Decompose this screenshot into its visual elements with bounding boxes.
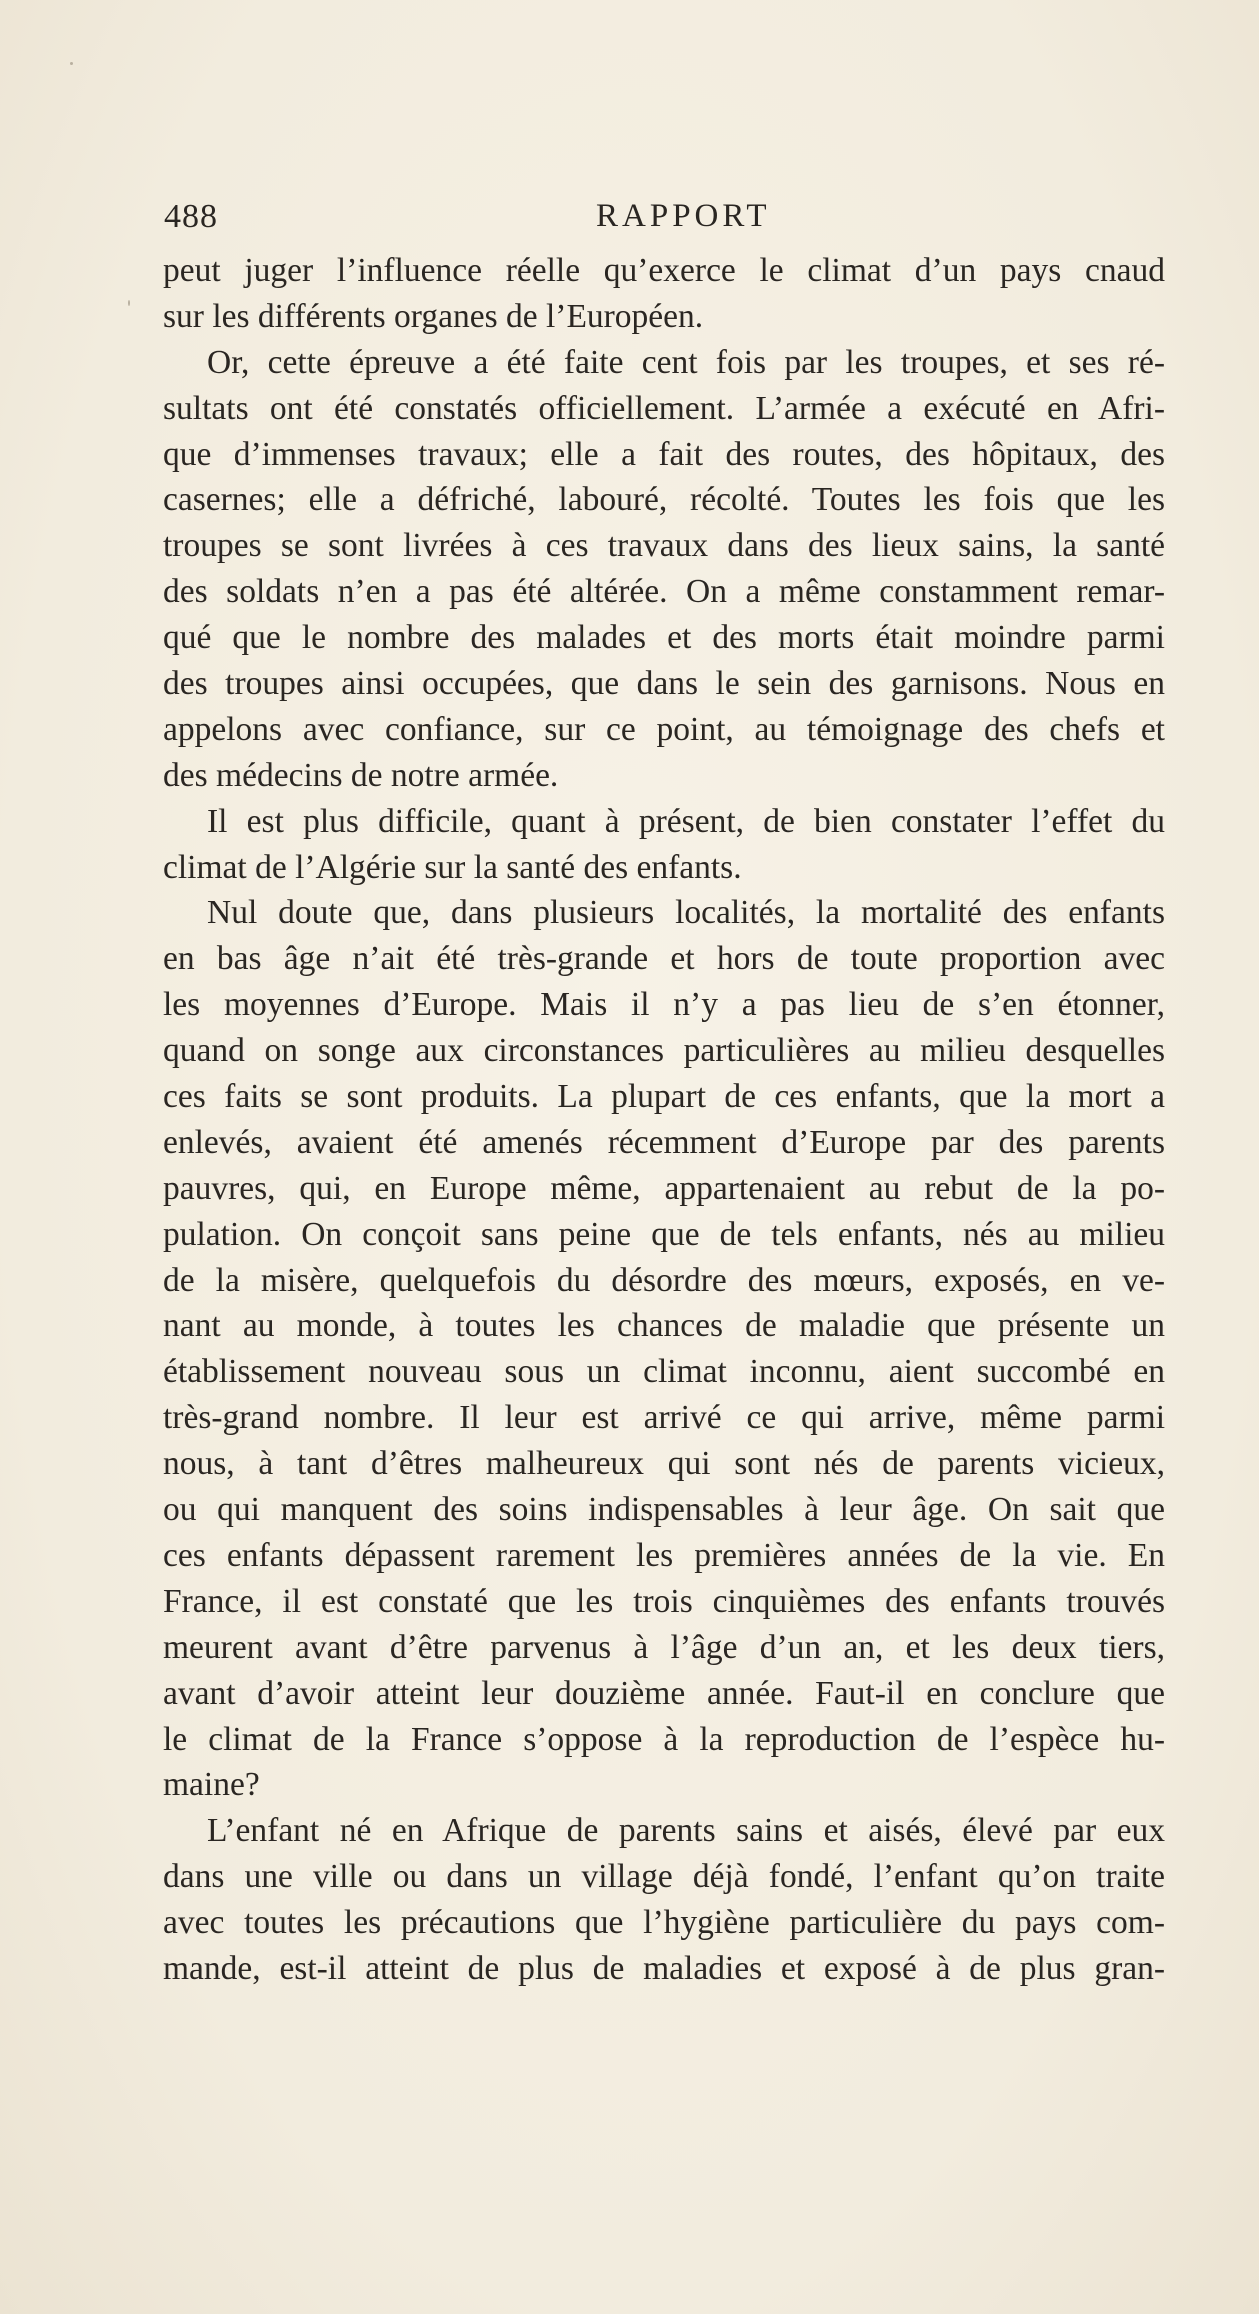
- text-line: pauvres, qui, en Europe même, appartenaient au rebut de la po-: [163, 1169, 1165, 1207]
- text-line: nant au monde, à toutes les chances de maladie que présente un: [163, 1307, 1165, 1345]
- text-line: sultats ont été constatés officiellement. L’armée a exécuté en Afri-: [163, 389, 1165, 427]
- paper-speck: [128, 300, 130, 306]
- text-line: ces enfants dépassent rarement les premières années de la vie. En: [163, 1536, 1165, 1574]
- page-header: [164, 198, 771, 244]
- text-line: établissement nouveau sous un climat inconnu, aient succombé en: [163, 1353, 1165, 1391]
- text-line: L’enfant né en Afrique de parents sains et aisés, élevé par eux: [207, 1812, 1165, 1850]
- text-line: troupes se sont livrées à ces travaux dans des lieux sains, la santé: [163, 527, 1165, 565]
- text-line: sur les différents organes de l’Européen.: [163, 297, 704, 335]
- text-line: dans une ville ou dans un village déjà fondé, l’enfant qu’on traite: [163, 1858, 1165, 1896]
- text-line: climat de l’Algérie sur la santé des enfants.: [163, 848, 742, 886]
- text-line: très-grand nombre. Il leur est arrivé ce qui arrive, même parmi: [163, 1399, 1165, 1437]
- text-line: des soldats n’en a pas été altérée. On a même constamment remar-: [163, 573, 1165, 611]
- text-line: des troupes ainsi occupées, que dans le sein des garnisons. Nous en: [163, 665, 1165, 703]
- text-line: appelons avec confiance, sur ce point, au témoignage des chefs et: [163, 710, 1165, 748]
- text-line: que d’immenses travaux; elle a fait des routes, des hôpitaux, des: [163, 435, 1165, 473]
- body-text: [163, 248, 1165, 1992]
- text-line: Or, cette épreuve a été faite cent fois par les troupes, et ses ré-: [207, 343, 1165, 381]
- text-line: ces faits se sont produits. La plupart de ces enfants, que la mort a: [163, 1078, 1165, 1116]
- text-line: en bas âge n’ait été très-grande et hors de toute proportion avec: [163, 940, 1165, 978]
- text-line: avant d’avoir atteint leur douzième année. Faut-il en conclure que: [163, 1674, 1165, 1712]
- text-line: avec toutes les précautions que l’hygiène particulière du pays com-: [163, 1904, 1165, 1942]
- text-line: casernes; elle a défriché, labouré, récolté. Toutes les fois que les: [163, 481, 1165, 519]
- paper-speck: [70, 62, 73, 65]
- text-line: les moyennes d’Europe. Mais il n’y a pas lieu de s’en étonner,: [163, 986, 1165, 1024]
- text-line: maine?: [163, 1766, 260, 1804]
- text-line: meurent avant d’être parvenus à l’âge d’un an, et les deux tiers,: [163, 1628, 1165, 1666]
- text-line: qué que le nombre des malades et des morts était moindre parmi: [163, 619, 1165, 657]
- text-line: peut juger l’influence réelle qu’exerce le climat d’un pays cnaud: [163, 252, 1165, 289]
- running-head: RAPPORT: [596, 198, 771, 234]
- text-line: pulation. On conçoit sans peine que de tels enfants, nés au milieu: [163, 1215, 1165, 1253]
- text-line: enlevés, avaient été amenés récemment d’Europe par des parents: [163, 1123, 1165, 1161]
- text-line: Nul doute que, dans plusieurs localités, la mortalité des enfants: [207, 894, 1165, 932]
- text-line: de la misère, quelquefois du désordre des mœurs, exposés, en ve-: [163, 1261, 1165, 1299]
- text-line: nous, à tant d’êtres malheureux qui sont nés de parents vicieux,: [163, 1445, 1165, 1483]
- text-line: ou qui manquent des soins indispensables à leur âge. On sait que: [163, 1491, 1165, 1529]
- text-line: des médecins de notre armée.: [163, 756, 559, 794]
- text-line: France, il est constaté que les trois cinquièmes des enfants trouvés: [163, 1582, 1165, 1620]
- text-line: mande, est-il atteint de plus de maladies et exposé à de plus gran-: [163, 1949, 1165, 1987]
- page-number: 488: [164, 198, 218, 235]
- text-line: le climat de la France s’oppose à la reproduction de l’espèce hu-: [163, 1720, 1165, 1758]
- text-line: quand on songe aux circonstances particulières au milieu desquelles: [163, 1032, 1165, 1070]
- text-line: Il est plus difficile, quant à présent, de bien constater l’effet du: [207, 802, 1165, 840]
